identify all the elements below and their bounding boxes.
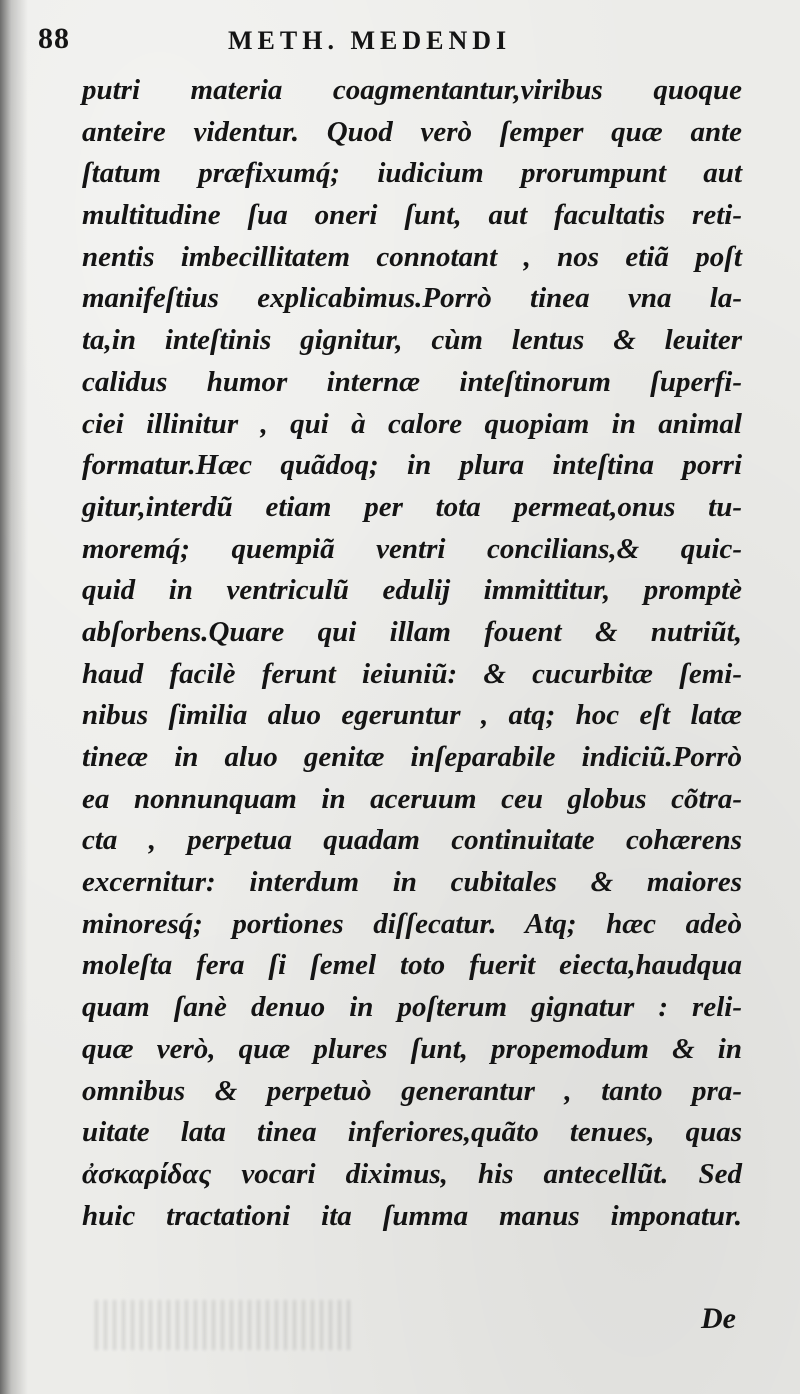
page-header [38,22,738,62]
text-line: omnibus & perpetuò generantur , tanto pra- [82,1074,742,1107]
text-line: ea nonnunquam in aceruum ceu globus cõtra- [82,782,742,815]
text-line: ἀσκαρίδας vocari diximus, his antecellũt. Sed [82,1157,742,1190]
text-line: manifeſtius explicabimus.Porrò tinea vna la- [82,282,742,315]
text-line: putri materia coagmentantur,viribus quoque [82,74,742,106]
ink-bleed-through [95,1300,355,1350]
text-line: ta,in inteſtinis gignitur, cùm lentus & leuiter [82,324,742,357]
text-line: gitur,interdũ etiam per tota permeat,onus tu- [82,490,742,523]
text-line: nibus ſimilia aluo egeruntur , atq; hoc eſt latæ [82,699,742,732]
running-head: METH. MEDENDI [228,26,512,55]
text-line: nentis imbecillitatem connotant , nos etiã poſt [82,240,742,273]
catchword: De [701,1302,736,1335]
text-line: quid in ventriculũ edulij immittitur, promptè [82,574,742,607]
text-line: tineæ in aluo genitæ inſeparabile indiciũ.Porrò [82,741,742,773]
text-line: cta , perpetua quadam continuitate cohærens [82,824,742,857]
text-line: formatur.Hæc quãdoq; in plura inteſtina porri [82,449,742,482]
text-line: ciei illinitur , qui à calore quopiam in animal [82,407,742,440]
text-line: huic tractationi ita ſumma manus imponatur. [82,1199,742,1232]
text-line: moleſta fera ſi ſemel toto fuerit eiecta,haudqua [82,949,742,982]
text-line: quam ſanè denuo in poſterum gignatur : reli- [82,991,742,1024]
text-line: excernitur: interdum in cubitales & maiores [82,866,742,899]
text-line: abſorbens.Quare qui illam fouent & nutriũt, [82,615,742,648]
text-line: moremq́; quempiã ventri concilians,& quic- [82,532,742,565]
text-line: haud facilè ferunt ieiuniũ: & cucurbitæ ſemi- [82,657,742,690]
text-line: anteire videntur. Quod verò ſemper quæ ante [82,115,742,148]
gutter-shadow [0,0,28,1394]
text-line: calidus humor internæ inteſtinorum ſuperfi- [82,365,742,398]
text-line: quæ verò, quæ plures ſunt, propemodum & in [82,1032,742,1065]
text-line: uitate lata tinea inferiores,quãto tenues, quas [82,1116,742,1149]
text-line: minoresq́; portiones diſſecatur. Atq; hæc adeò [82,907,742,940]
body-text [82,70,742,1237]
text-line: ſtatum præfixumq́; iudicium prorumpunt aut [82,157,742,190]
page-number: 88 [38,22,70,55]
text-line: multitudine ſua oneri ſunt, aut facultatis reti- [82,199,742,232]
